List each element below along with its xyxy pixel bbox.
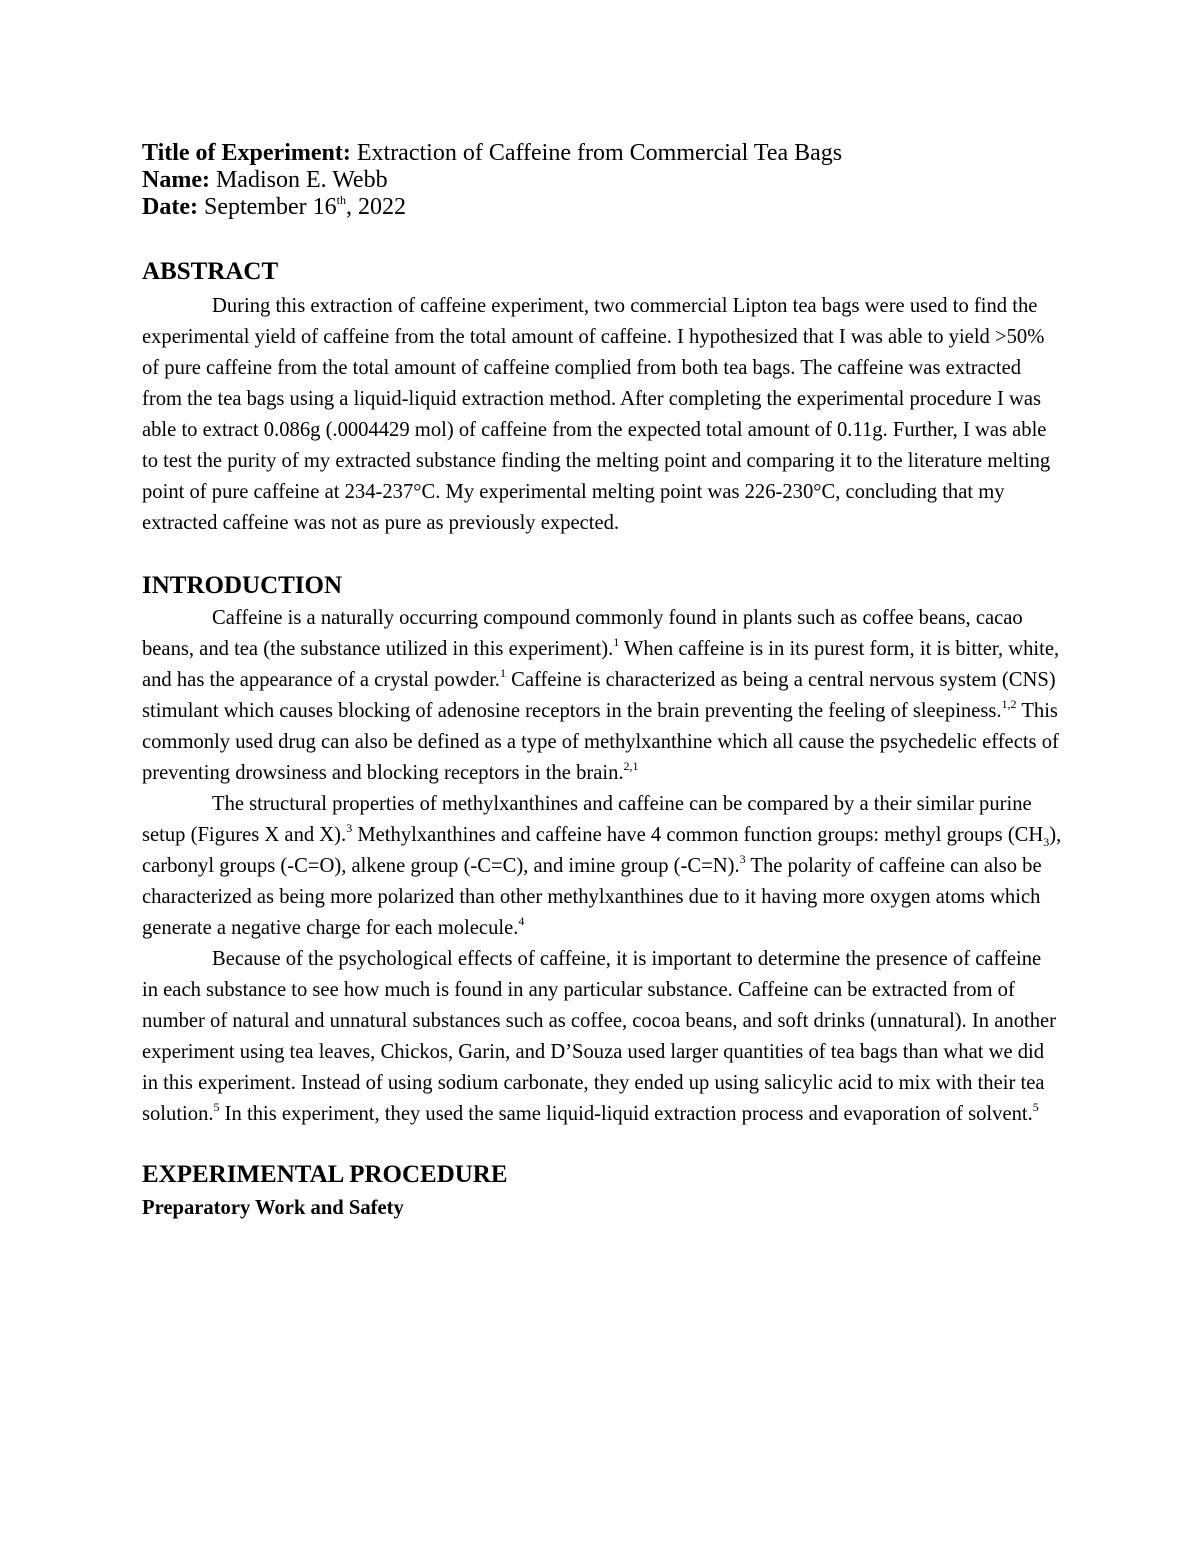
- citation: 5: [213, 1100, 220, 1115]
- citation: 3: [346, 821, 353, 836]
- citation: 1: [499, 666, 506, 681]
- date-line: [142, 194, 1062, 221]
- citation: 2,1: [623, 759, 639, 774]
- citation: 1: [613, 635, 620, 650]
- procedure-subheading: Preparatory Work and Safety: [142, 1197, 404, 1219]
- abstract-heading: ABSTRACT: [142, 258, 279, 285]
- title-label: Title of Experiment:: [142, 140, 351, 166]
- citation: 4: [518, 914, 525, 929]
- abstract-paragraph: During this extraction of caffeine experiment, two commercial Lipton tea bags were used to find the experimental yield of caffeine from the total amount of caffeine. I hypothesized that I was able to yield >50% of pure caffeine from the total amount of caffeine complied from both tea bags. The caffeine was extracted from the tea bags using a liquid-liquid extraction method. After completing the experimental procedure I was able to extract 0.086g (.0004429 mol) of caffeine from the expected total amount of 0.11g. Further, I was able to test the purity of my extracted substance finding the melting point and comparing it to the literature melting point of pure caffeine at 234-237°C. My experimental melting point was 226-230°C, concluding that my extracted caffeine was not as pure as previously expected.: [142, 295, 1051, 534]
- subscript: 3: [1043, 835, 1050, 850]
- date-ordinal: th: [336, 193, 346, 207]
- document-page: [142, 140, 1062, 1222]
- date-value: September 16: [197, 194, 337, 220]
- experiment-title-line: [142, 140, 1062, 167]
- procedure-heading: EXPERIMENTAL PROCEDURE: [142, 1161, 508, 1188]
- date-year: , 2022: [345, 194, 406, 220]
- citation: 3: [739, 852, 746, 867]
- author-name-line: [142, 167, 1062, 194]
- title-value: Extraction of Caffeine from Commercial Tea Bags: [350, 140, 843, 166]
- name-value: Madison E. Webb: [209, 167, 388, 193]
- intro-paragraph-2: The structural properties of methylxanthines and caffeine can be compared by a their similar purine setup (Figures X and X).$^3$ Methylxanthines and caffeine have 4 common function groups: methyl groups $(CH_3)$, carbonyl groups (-C=O), alkene group (-C=C), and imine group (-C=N).$^3$ The polarity of caffeine can also be characterized as being more polarized than other methylxanthines due to it having more oxygen atoms which generate a negative charge for each molecule.$^4$: [142, 793, 1062, 939]
- citation: 5: [1032, 1100, 1039, 1115]
- name-label: Name:: [142, 167, 210, 193]
- introduction-heading: INTRODUCTION: [142, 572, 343, 599]
- intro-paragraph-3: Because of the psychological effects of caffeine, it is important to determine the presence of caffeine in each substance to see how much is found in any particular substance. Caffeine can be extracted from of number of natural and unnatural substances such as coffee, cocoa beans, and soft drinks (unnatural). In another experiment using tea leaves, Chickos, Garin, and D’Souza used larger quantities of tea bags than what we did in this experiment. Instead of using sodium carbonate, they ended up using salicylic acid to mix with their tea solution.$^5$ In this experiment, they used the same liquid-liquid extraction process and evaporation of solvent.$^5$: [142, 948, 1057, 1125]
- intro-paragraph-1: Caffeine is a naturally occurring compound commonly found in plants such as coffee beans, cacao beans, and tea (the substance utilized in this experiment).$^1$ When caffeine is in its purest form, it is bitter, white, and has the appearance of a crystal powder.$^1$ Caffeine is characterized as being a central nervous system (CNS) stimulant which causes blocking of adenosine receptors in the brain preventing the feeling of sleepiness.$^{1,2}$ This commonly used drug can also be defined as a type of methylxanthine which all cause the psychedelic effects of preventing drowsiness and blocking receptors in the brain.$^{2,1}$: [142, 607, 1060, 784]
- citation: 1,2: [1001, 697, 1017, 712]
- date-label: Date:: [142, 194, 198, 220]
